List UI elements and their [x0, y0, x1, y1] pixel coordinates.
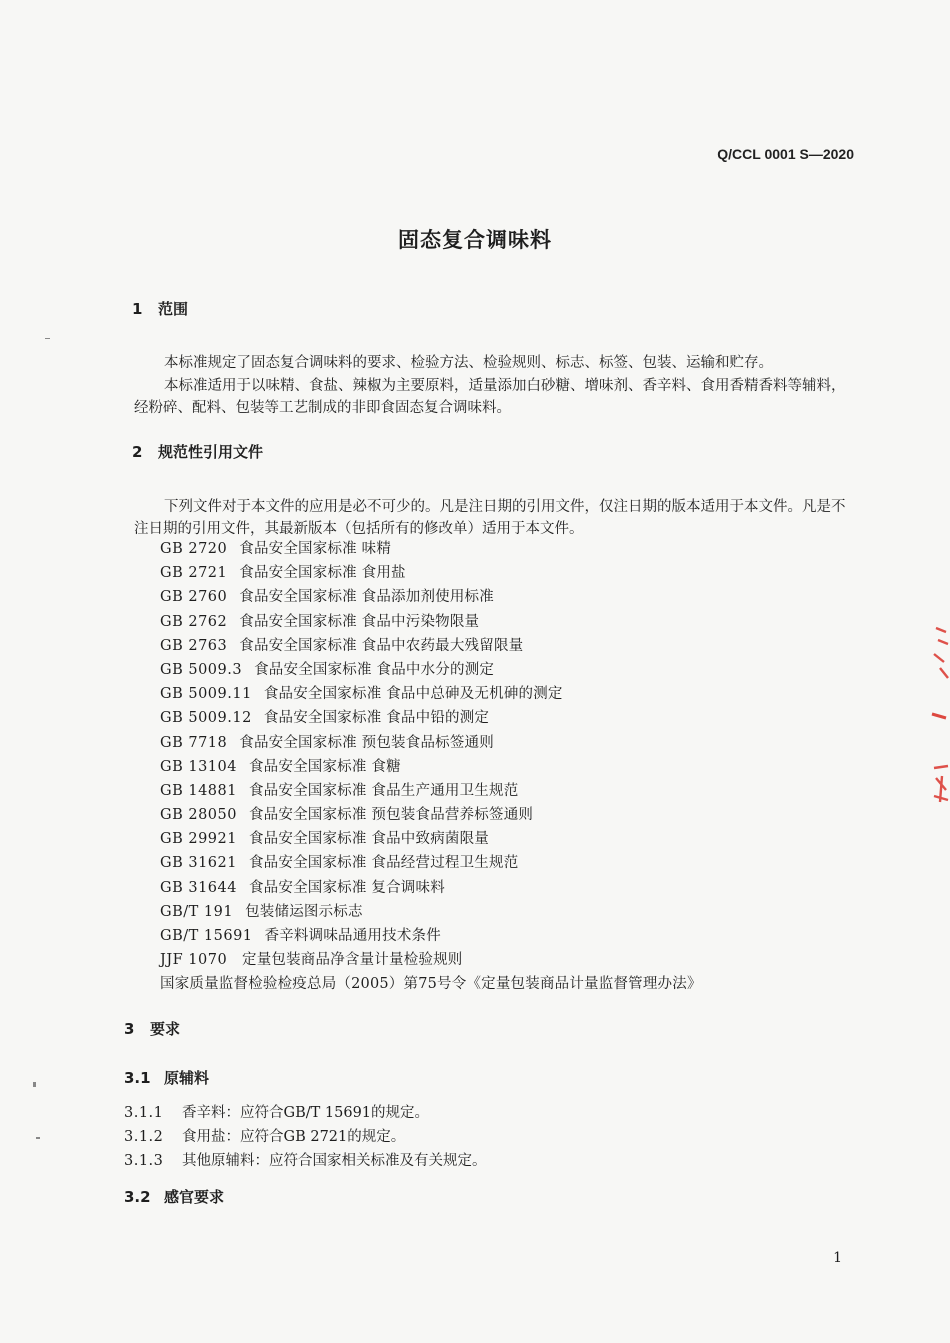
reference-code: GB 2763: [160, 637, 228, 654]
subsection-3-1-heading: [124, 1067, 209, 1088]
reference-item: [160, 658, 860, 682]
clause-text: 香辛料：应符合GB/T 15691的规定。: [182, 1105, 430, 1121]
reference-title: 食品安全国家标准 食品中铅的测定: [263, 710, 490, 727]
reference-title: 食品安全国家标准 食品中总砷及无机砷的测定: [263, 686, 563, 703]
reference-item: [160, 610, 860, 634]
reference-item: [160, 682, 860, 706]
reference-item: [160, 900, 860, 924]
scan-speck: [45, 338, 50, 339]
references-intro: [134, 496, 854, 540]
reference-code: GB 2721: [160, 565, 228, 582]
section-title: 规范性引用文件: [158, 443, 264, 461]
reference-code: GB 29921: [160, 831, 237, 848]
reference-title: 国家质量监督检验检疫总局（2005）第75号令《定量包装商品计量监督管理办法》: [160, 976, 702, 993]
section-number: 3: [124, 1020, 135, 1038]
reference-code: JJF 1070: [160, 952, 228, 969]
reference-title: 食品安全国家标准 食品中致病菌限量: [248, 831, 489, 848]
paragraph-text: 下列文件对于本文件的应用是必不可少的。凡是注日期的引用文件，仅注日期的版本适用于本文件。凡是不注日期的引用文件，其最新版本（包括所有的修改单）适用于本文件。: [134, 499, 846, 537]
standard-code: Q/CCL 0001 S—2020: [717, 146, 854, 162]
reference-title: 食品安全国家标准 复合调味料: [248, 879, 445, 896]
seal-stamp-fragment: [928, 618, 950, 818]
reference-title: 食品安全国家标准 食品添加剂使用标准: [239, 589, 494, 606]
clause-item: [124, 1149, 487, 1173]
reference-title: 食品安全国家标准 食品经营过程卫生规范: [248, 855, 519, 872]
paragraph-text: 本标准适用于以味精、食盐、辣椒为主要原料，适量添加白砂糖、增味剂、香辛料、食用香精香料等辅料，经粉碎、配料、包装等工艺制成的非即食固态复合调味料。: [134, 378, 846, 416]
reference-item: [160, 851, 860, 875]
clause-number: 3.1.3: [124, 1153, 164, 1169]
subsection-title: 原辅料: [164, 1069, 210, 1087]
reference-title: 食品安全国家标准 食品中水分的测定: [254, 661, 495, 678]
clause-number: 3.1.1: [124, 1105, 164, 1121]
reference-title: 香辛料调味品通用技术条件: [264, 928, 441, 944]
reference-item: [160, 827, 860, 851]
reference-code: GB 13104: [160, 758, 237, 775]
reference-item: [160, 803, 860, 827]
clause-list: [124, 1101, 487, 1173]
reference-title: 食品安全国家标准 食用盐: [239, 565, 406, 582]
reference-code: GB 7718: [160, 734, 228, 751]
section-title: 范围: [158, 300, 189, 318]
reference-code: GB 5009.12: [160, 710, 252, 727]
scope-paragraph-1: [134, 352, 854, 374]
reference-code: GB/T 191: [160, 903, 234, 920]
section-number: 2: [132, 443, 143, 461]
scan-speck: [33, 1082, 36, 1087]
reference-title: 包装储运图示标志: [245, 903, 363, 920]
scope-paragraph-2: [134, 375, 854, 419]
reference-code: GB 31621: [160, 855, 237, 872]
reference-item: [160, 755, 860, 779]
subsection-number: 3.2: [124, 1188, 151, 1206]
reference-code: GB 28050: [160, 807, 237, 824]
clause-item: [124, 1101, 487, 1125]
reference-item: [160, 585, 860, 609]
document-title: 固态复合调味料: [398, 228, 552, 252]
reference-title: 定量包装商品净含量计量检验规则: [242, 952, 463, 969]
reference-item: [160, 537, 860, 561]
reference-code: GB 2760: [160, 589, 228, 606]
reference-title: 食品安全国家标准 食品生产通用卫生规范: [248, 782, 519, 799]
reference-code: GB/T 15691: [160, 928, 253, 944]
reference-item: [160, 561, 860, 585]
reference-list: [160, 537, 860, 997]
clause-text: 其他原辅料：应符合国家相关标准及有关规定。: [182, 1153, 487, 1169]
clause-text: 食用盐：应符合GB 2721的规定。: [182, 1129, 406, 1145]
reference-item: [160, 634, 860, 658]
reference-item: [160, 779, 860, 803]
section-2-heading: [132, 441, 263, 462]
section-number: 1: [132, 300, 143, 318]
subsection-number: 3.1: [124, 1069, 151, 1087]
reference-title: 食品安全国家标准 预包装食品标签通则: [239, 734, 494, 751]
reference-item: [160, 972, 860, 996]
reference-item: [160, 924, 860, 948]
reference-title: 食品安全国家标准 预包装食品营养标签通则: [248, 807, 534, 824]
paragraph-text: 本标准规定了固态复合调味料的要求、检验方法、检验规则、标志、标签、包装、运输和贮存。: [164, 355, 773, 371]
reference-item: [160, 948, 860, 972]
page-number: 1: [833, 1250, 842, 1266]
reference-item: [160, 876, 860, 900]
subsection-title: 感官要求: [164, 1188, 225, 1206]
clause-item: [124, 1125, 487, 1149]
reference-item: [160, 706, 860, 730]
reference-code: GB 14881: [160, 782, 237, 799]
reference-code: GB 5009.11: [160, 686, 252, 703]
reference-title: 食品安全国家标准 食品中农药最大残留限量: [239, 637, 524, 654]
reference-title: 食品安全国家标准 食品中污染物限量: [239, 613, 480, 630]
reference-title: 食品安全国家标准 食糖: [248, 758, 401, 775]
subsection-3-2-heading: [124, 1186, 224, 1207]
reference-code: GB 2762: [160, 613, 228, 630]
reference-code: GB 31644: [160, 879, 237, 896]
clause-number: 3.1.2: [124, 1129, 164, 1145]
reference-code: GB 2720: [160, 541, 228, 557]
reference-code: GB 5009.3: [160, 661, 243, 678]
reference-title: 食品安全国家标准 味精: [239, 541, 392, 557]
section-3-heading: [124, 1018, 180, 1039]
section-title: 要求: [150, 1020, 181, 1038]
scan-speck: [36, 1137, 40, 1139]
section-1-heading: [132, 298, 188, 319]
reference-item: [160, 731, 860, 755]
